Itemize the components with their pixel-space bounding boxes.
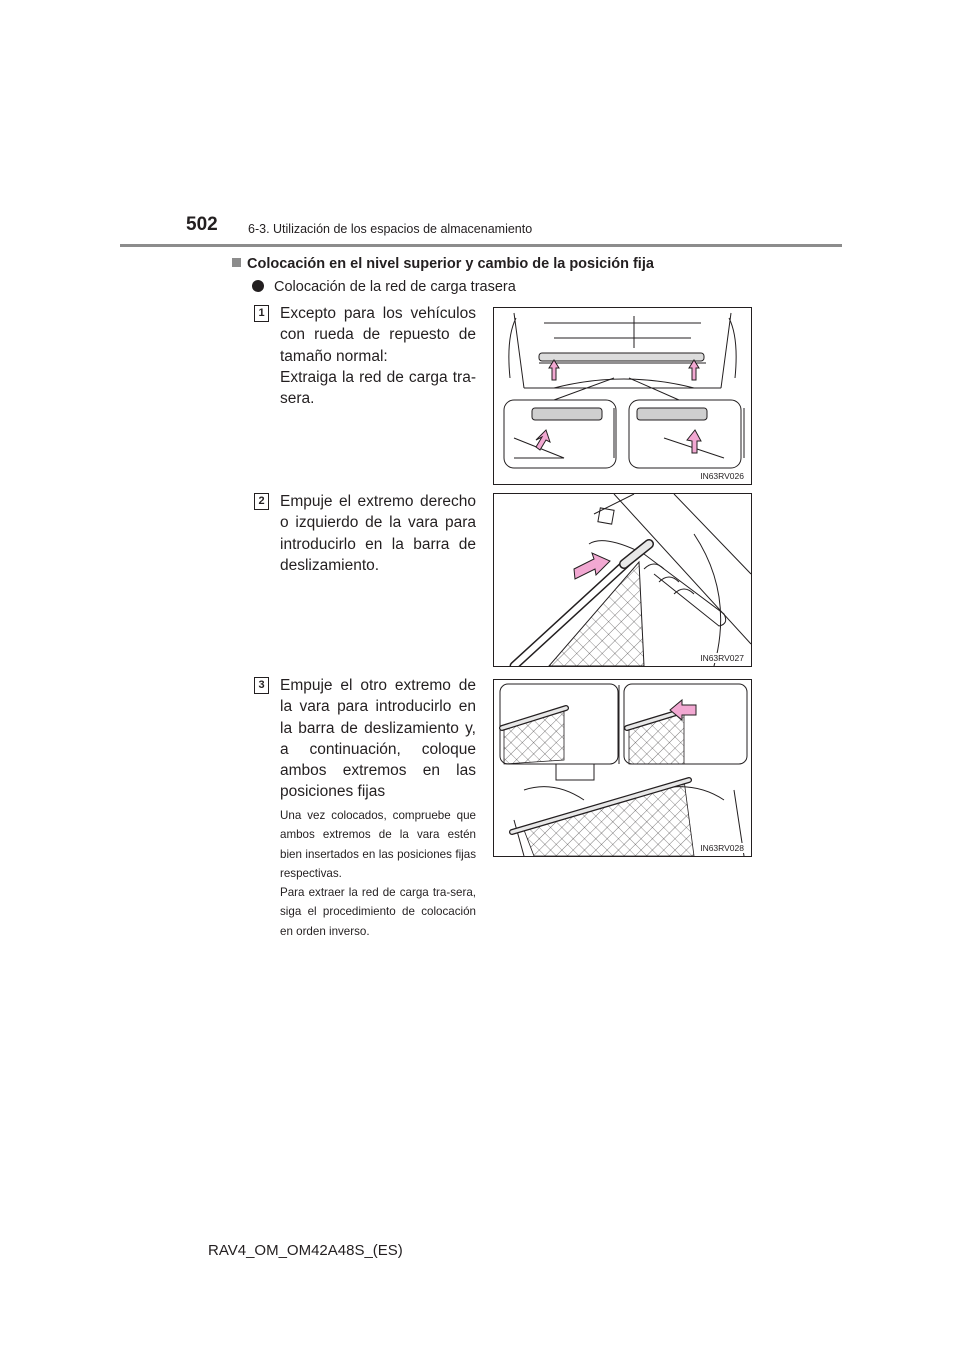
cargo-area-net-removal-drawing	[494, 308, 751, 484]
step-3-text	[280, 675, 476, 803]
illustration-code-1: IN63RV026	[700, 471, 744, 481]
page-number: 502	[186, 214, 218, 235]
illustration-step-1	[493, 307, 752, 485]
step-number-3: 3	[254, 677, 269, 694]
header-divider	[120, 244, 842, 247]
procedure-title	[252, 279, 516, 295]
subsection-heading-text: Colocación en el nivel superior y cambio de la posición fija	[247, 256, 654, 272]
illustration-code-3: IN63RV028	[700, 843, 744, 853]
step-2-text	[280, 491, 476, 576]
slide-bar-insertion-drawing	[494, 494, 751, 666]
note-paragraph-1: Una vez colocados, compruebe que ambos extremos de la vara estén bien insertados en las posiciones fijas respectivas.	[280, 809, 476, 880]
step-3-line-1: Empuje el otro extremo de la vara para introducirlo en la barra de deslizamiento y, a continuación, coloque ambos extremos en las posiciones fijas	[280, 677, 476, 801]
step-number-2: 2	[254, 493, 269, 510]
illustration-code-2: IN63RV027	[700, 653, 744, 663]
square-bullet-icon	[232, 258, 241, 267]
note-paragraph-2: Para extraer la red de carga tra-sera, siga el procedimiento de colocación en orden inverso.	[280, 886, 476, 938]
illustration-step-3	[493, 679, 752, 857]
net-fixed-position-drawing	[494, 680, 751, 856]
step-1-line-2: Extraiga la red de carga tra-sera.	[280, 368, 476, 408]
step-3-note	[280, 806, 476, 941]
procedure-title-text: Colocación de la red de carga trasera	[274, 279, 516, 295]
step-number-1: 1	[254, 305, 269, 322]
step-1-text	[280, 303, 476, 409]
subsection-heading	[232, 256, 654, 272]
manual-code-footer: RAV4_OM_OM42A48S_(ES)	[208, 1242, 403, 1259]
circle-bullet-icon	[252, 280, 264, 292]
illustration-step-2	[493, 493, 752, 667]
step-2-line-1: Empuje el extremo derecho o izquierdo de la vara para introducirlo en la barra de deslizamiento.	[280, 493, 476, 574]
step-1-line-1: Excepto para los vehículos con rueda de repuesto de tamaño normal:	[280, 305, 476, 365]
section-title: 6-3. Utilización de los espacios de almacenamiento	[248, 222, 533, 236]
